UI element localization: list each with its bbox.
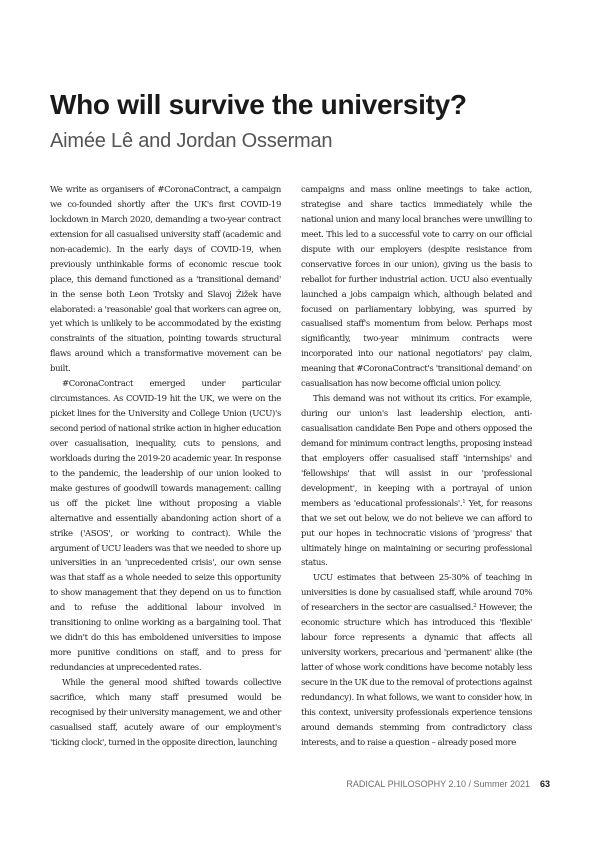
left-column: [50, 183, 281, 751]
paragraph-text: UCU estimates that between 25-30% of teaching in universities is done by casualised staff, while around 70% of researchers in the sector are casualised.: [301, 573, 532, 614]
paragraph-text: In what follows, we want to consider how, in this context, university professionals experience tensions around demands stemming from contradictory class interests, and to raise a question – already posed more: [301, 692, 532, 748]
body-paragraph: #CoronaContract emerged under particular circumstances. As COVID-19 hit the UK, we were on the picket lines for the University and College Union (UCU)'s second period of national strike action in higher education over casualisation, inequality, cuts to pensions, and workloads during the 2019-20 academic year. In response to the pandemic, the leadership of our union looked to make gestures of goodwill towards management: calling us off the picket line without proposing a viable alternative and essentially abandoning action short of a strike ('ASOS', or working to contract). While the argument of UCU leaders was that we needed to shore up universities in an 'unprecedented crisis', our own sense was that staff as a whole needed to seize this opportunity to show management that they depend on us to function and to refuse the additional labour involved in transitioning to online working as a bargaining tool. That we didn't do this has emboldened universities to impose more punitive conditions on staff, and to press for redundancies at unprecedented rates.: [50, 379, 281, 673]
footnote-marker: 2: [473, 603, 477, 610]
paragraph-text: However, the economic structure which has introduced this 'flexible' labour force represents a dynamic that affects all university workers, precarious and 'permanent' alike (the latter of whose work conditions have become notably less secure in the UK due to the removal of protections against redundancy).: [301, 603, 532, 703]
body-paragraph: campaigns and mass online meetings to take action, strategise and share tactics immediately while the national union and many local branches were unwilling to meet. This led to a successful vote to carry on our official dispute with our employers (despite resistance from conservative forces in our union), giving us the basis to reballot for further industrial action. UCU also eventually launched a jobs campaign which, although belated and focused on parliamentary lobbying, was spurred by casualised staff's momentum from below. Perhaps most significantly, two-year minimum contracts were incorporated into our national negotiators' pay claim, meaning that #CoronaContract's 'transitional demand' on casualisation has now become official union policy.: [301, 185, 532, 390]
body-paragraph: [301, 571, 532, 750]
paragraph-text: Yet, for reasons that we set out below, we do not believe we can afford to put our hopes in technocratic visions of 'progress' that ultimately hinge on maintaining or securing professional status.: [301, 498, 532, 569]
article-title: Who will survive the university?: [50, 89, 467, 120]
page-number: 63: [539, 779, 550, 789]
body-paragraph: While the general mood shifted towards collective sacrifice, which many staff presumed would be recognised by their university management, we and other casualised staff, acutely aware of our employment's 'ticking clock', turned in the opposite direction, launching: [50, 677, 281, 748]
footnote-marker: 1: [462, 498, 466, 505]
body-paragraph: [301, 392, 532, 571]
page-footer: [346, 778, 550, 790]
journal-issue: RADICAL PHILOSOPHY 2.10 / Summer 2021: [346, 779, 530, 789]
right-column: [301, 183, 532, 751]
article-authors: Aimée Lê and Jordan Osserman: [50, 130, 333, 152]
paragraph-text: This demand was not without its critics. For example, during our union's last leadership election, anti-casualisation candidate Ben Pope and others opposed the demand for minimum contract lengths, proposing instead that employers offer casualised staff 'internships' and 'fellowships' that will assist in our 'professional development', in keeping with a portrayal of union members as 'educational professionals'.: [301, 394, 532, 509]
body-paragraph: We write as organisers of #CoronaContract, a campaign we co-founded shortly after the UK's first COVID-19 lockdown in March 2020, demanding a two-year contract extension for all casualised university staff (academic and non-academic). In the early days of COVID-19, when previously unthinkable forms of economic rescue took place, this demand functioned as a 'transitional demand' in the sense both Leon Trotsky and Slavoj Žižek have elaborated: a 'reasonable' goal that workers can agree on, yet which is unlikely to be accommodated by the existing constraints of the situation, pointing towards structural flaws around which a transformative movement can be built.: [50, 185, 281, 375]
